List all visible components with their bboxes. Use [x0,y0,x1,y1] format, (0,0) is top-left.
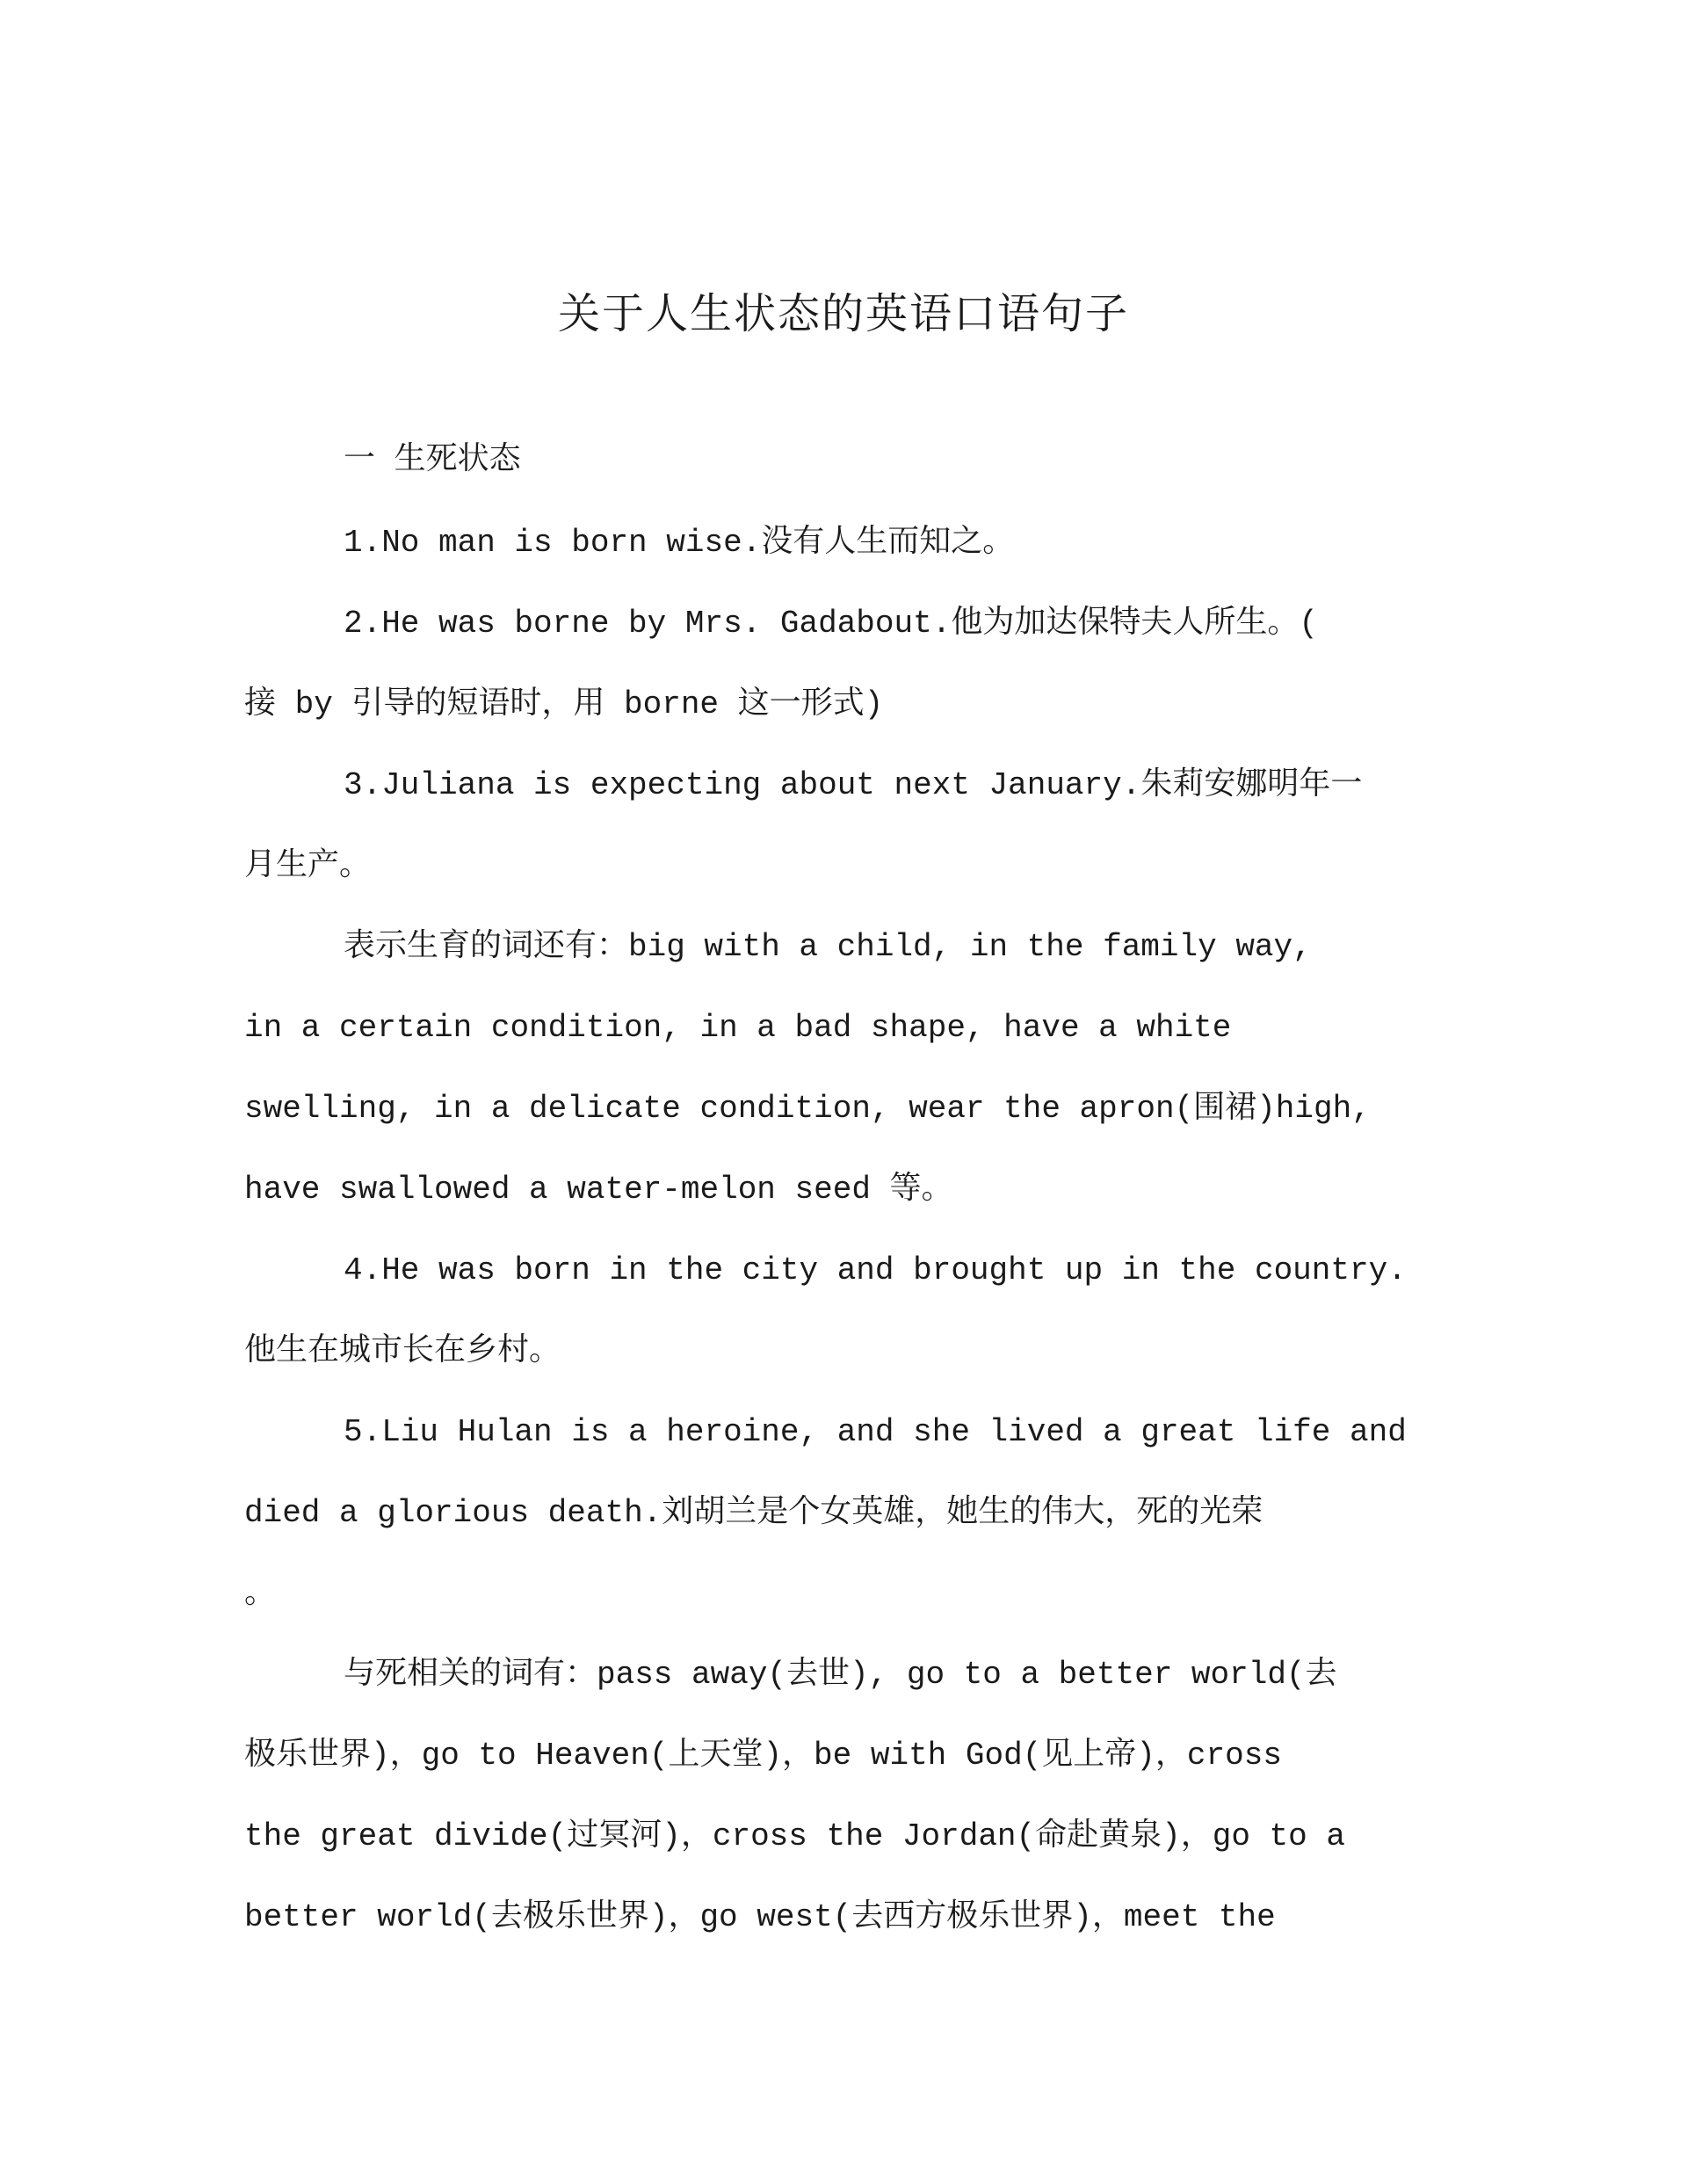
text-line: 极乐世界)，go to Heaven(上天堂)，be with God(见上帝)，cross [244,1738,1282,1774]
document-title: 关于人生状态的英语口语句子 [557,289,1129,338]
text-line: died a glorious death.刘胡兰是个女英雄，她生的伟大，死的光荣 [244,1495,1263,1531]
text-line: swelling, in a delicate condition, wear the apron(围裙)high, [244,1091,1371,1127]
text-line: 4.He was born in the city and brought up in the country. [344,1252,1407,1288]
text-line: 接 by 引导的短语时，用 borne 这一形式) [244,686,884,722]
text-line: 。 [244,1576,277,1612]
text-line: 2.He was borne by Mrs. Gadabout.他为加达保特夫人所生。( [344,606,1318,642]
text-line: 5.Liu Hulan is a heroine, and she lived a great life and [344,1414,1407,1450]
text-line: 他生在城市长在乡村。 [244,1333,561,1369]
text-line: the great divide(过冥河)，cross the Jordan(命赴黄泉)，go to a [244,1818,1345,1854]
text-line: 与死相关的词有：pass away(去世), go to a better world(去 [344,1657,1337,1693]
text-line: better world(去极乐世界)，go west(去西方极乐世界)，meet the [244,1899,1276,1935]
text-line: 月生产。 [244,848,372,884]
text-line: have swallowed a water-melon seed 等。 [244,1172,953,1208]
text-line: 3.Juliana is expecting about next January.朱莉安娜明年一 [344,767,1363,803]
text-line: in a certain condition, in a bad shape, have a white [244,1010,1232,1046]
section-heading: 一 生死状态 [344,442,521,478]
text-line: 表示生育的词还有：big with a child, in the family way, [344,929,1312,965]
text-line: 1.No man is born wise.没有人生而知之。 [344,525,1015,561]
